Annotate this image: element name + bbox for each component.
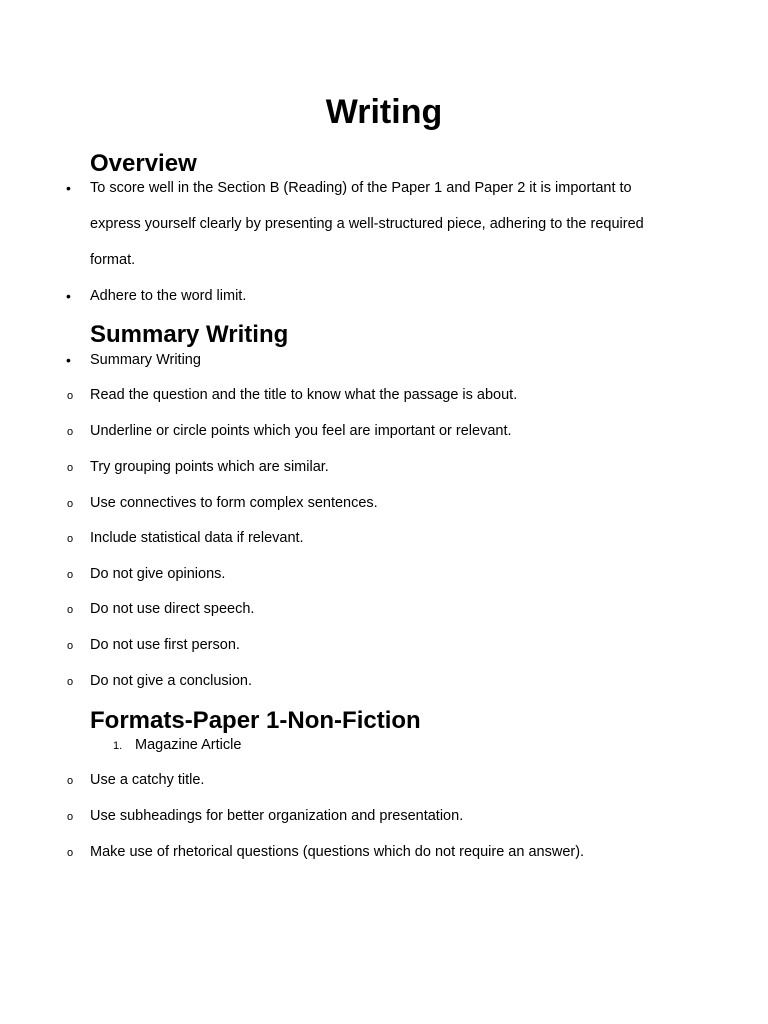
overview-item-2: Adhere to the word limit. [90, 288, 247, 304]
numbered-marker: 1. [113, 740, 123, 752]
overview-item-1-line-3: format. [90, 252, 136, 268]
sub-bullet-marker: o [67, 569, 74, 581]
sub-bullet-marker: o [67, 390, 74, 402]
summary-point: Do not use first person. [90, 637, 240, 653]
sub-bullet-marker: o [67, 811, 74, 823]
sub-bullet-marker: o [67, 604, 74, 616]
overview-item-1-line-1: To score well in the Section B (Reading) of the Paper 1 and Paper 2 it is important to [90, 180, 632, 196]
bullet-marker: • [66, 180, 71, 196]
summary-point: Do not give opinions. [90, 566, 226, 582]
sub-bullet-marker: o [67, 775, 74, 787]
summary-point: Do not use direct speech. [90, 601, 255, 617]
overview-item-1-line-2: express yourself clearly by presenting a well-structured piece, adhering to the required [90, 216, 644, 232]
sub-bullet-marker: o [67, 462, 74, 474]
sub-bullet-marker: o [67, 533, 74, 545]
sub-bullet-marker: o [67, 498, 74, 510]
sub-bullet-marker: o [67, 640, 74, 652]
summary-bullet: Summary Writing [90, 352, 201, 368]
formats-point: Make use of rhetorical questions (questions which do not require an answer). [90, 844, 585, 860]
bullet-marker: • [66, 288, 71, 304]
overview-heading: Overview [90, 150, 197, 177]
summary-point: Read the question and the title to know what the passage is about. [90, 387, 518, 403]
summary-point: Include statistical data if relevant. [90, 530, 304, 546]
formats-point: Use subheadings for better organization and presentation. [90, 808, 464, 824]
bullet-marker: • [66, 352, 71, 368]
sub-bullet-marker: o [67, 426, 74, 438]
summary-point: Underline or circle points which you feel are important or relevant. [90, 423, 512, 439]
summary-heading: Summary Writing [90, 321, 289, 348]
summary-point: Do not give a conclusion. [90, 673, 253, 689]
formats-heading: Formats-Paper 1-Non-Fiction [90, 707, 421, 734]
sub-bullet-marker: o [67, 676, 74, 688]
summary-point: Try grouping points which are similar. [90, 459, 329, 475]
page-title: Writing [325, 93, 443, 131]
numbered-item: Magazine Article [135, 737, 242, 753]
sub-bullet-marker: o [67, 847, 74, 859]
formats-point: Use a catchy title. [90, 772, 205, 788]
summary-point: Use connectives to form complex sentences. [90, 495, 378, 511]
